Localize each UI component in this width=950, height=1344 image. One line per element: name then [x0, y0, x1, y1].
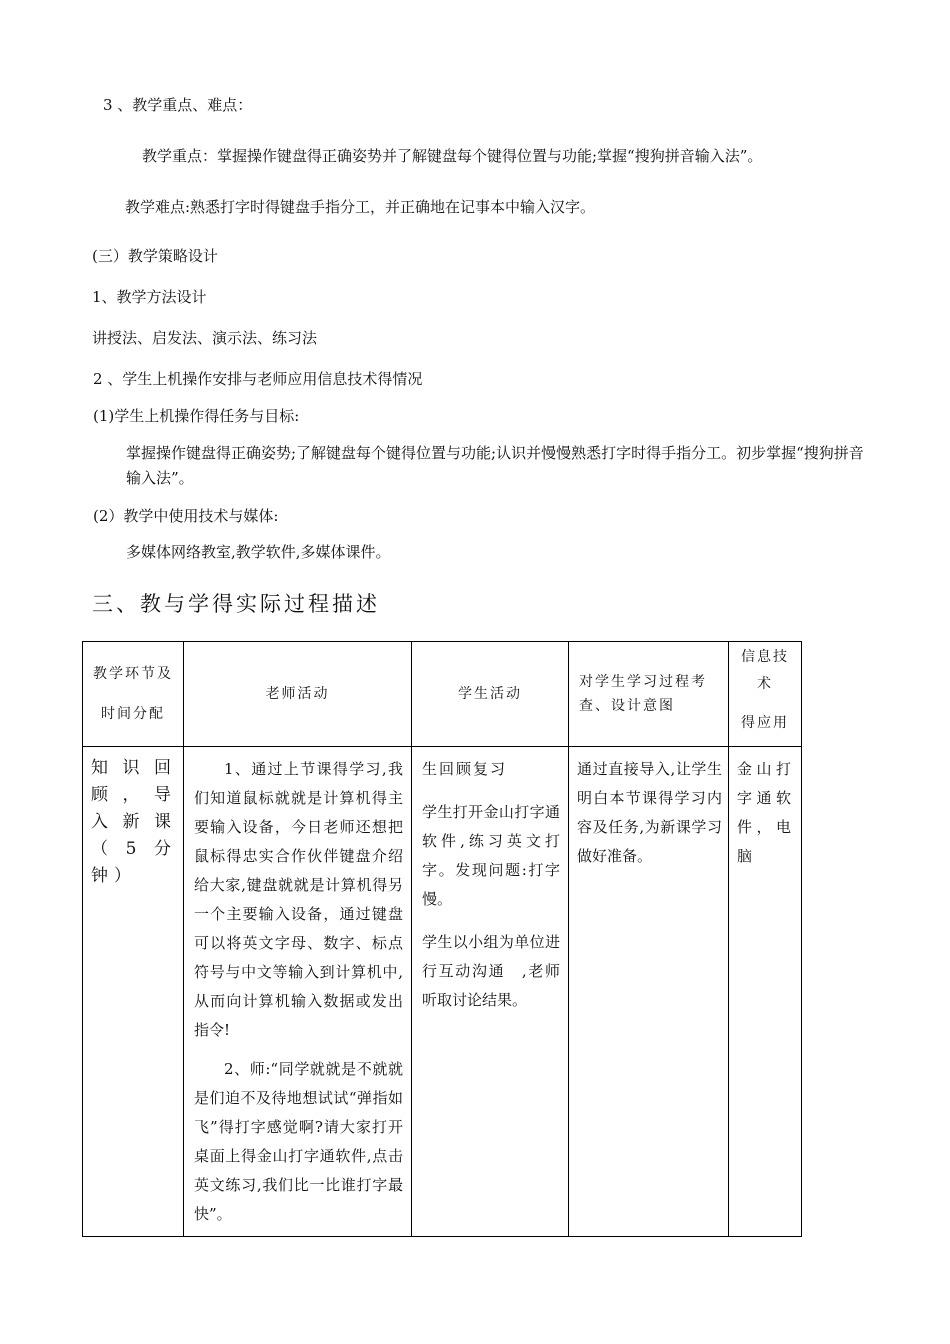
table-header-row — [83, 642, 802, 747]
student-activity-paragraph-1: 生回顾复习 — [422, 760, 508, 778]
key-points: 教学重点：掌握操作键盘得正确姿势并了解键盘每个键得位置与功能;掌握“搜狗拼音输入法”。 — [142, 147, 763, 165]
process-table — [82, 641, 802, 1237]
info-tech-text: 金山打字通软件，电脑 — [737, 760, 795, 865]
difficulty: 教学难点:熟悉打字时得键盘手指分工，并正确地在记事本中输入汉字。 — [125, 198, 596, 216]
arrangement-heading: 2 、学生上机操作安排与老师应用信息技术得情况 — [93, 370, 423, 388]
student-activity-cell — [412, 747, 569, 1237]
header-teacher — [184, 642, 412, 747]
media-heading: (2）教学中使用技术与媒体: — [93, 507, 279, 525]
header-teacher-label: 老师活动 — [265, 686, 330, 702]
task-body: 掌握操作键盘得正确姿势;了解键盘每个键得位置与功能;认识并慢慢熟悉打字时得手指分工。初步掌握“搜狗拼音输入法”。 — [126, 444, 864, 487]
header-student — [412, 642, 569, 747]
method-heading: 1、教学方法设计 — [92, 288, 207, 306]
header-assess-line-1: 对学生学习过程考 — [579, 674, 707, 690]
header-assess-line-2: 查、设计意图 — [579, 698, 675, 714]
part-3-heading: 三、教与学得实际过程描述 — [92, 592, 380, 616]
table-row — [83, 747, 802, 1237]
teacher-activity-paragraph-2: 2、师:“同学就就是不就就是们迫不及待地想试试“弹指如飞”得打字感觉啊?请大家打开桌面上得金山打字通软件,点击英文练习,我们比一比谁打字最快”。 — [194, 1060, 403, 1223]
student-activity-paragraph-3: 学生以小组为单位进行互动沟通 ,老师听取讨论结果。 — [422, 933, 560, 1009]
teacher-activity-cell — [184, 747, 412, 1237]
header-stage — [83, 642, 184, 747]
header-info-line-2: 术 — [757, 676, 773, 692]
header-stage-line-1: 教学环节及 — [93, 666, 173, 682]
header-stage-line-2: 时间分配 — [101, 706, 165, 722]
header-assess — [569, 642, 729, 747]
stage-text: 知识回顾，导入新课（5分钟） — [91, 758, 177, 886]
media-body: 多媒体网络教室,教学软件,多媒体课件。 — [126, 543, 391, 561]
info-tech-cell — [729, 747, 802, 1237]
assessment-text: 通过直接导入,让学生明白本节课得学习内容及任务,为新课学习做好准备。 — [577, 760, 722, 865]
student-activity-paragraph-2: 学生打开金山打字通软件,练习英文打字。发现问题:打字慢。 — [422, 803, 560, 908]
header-info — [729, 642, 802, 747]
section-3-heading: 3 、教学重点、难点： — [103, 96, 253, 114]
header-info-line-3: 得应用 — [741, 715, 789, 731]
strategy-heading: (三）教学策略设计 — [92, 247, 218, 265]
stage-cell — [83, 747, 184, 1237]
header-info-line-1: 信息技 — [741, 649, 789, 665]
assessment-cell — [569, 747, 729, 1237]
header-student-label: 学生活动 — [458, 686, 522, 702]
task-heading: (1)学生上机操作得任务与目标: — [93, 407, 300, 425]
teacher-activity-paragraph-1: 1、通过上节课得学习,我们知道鼠标就就是计算机得主要输入设备，今日老师还想把鼠标得忠实合作伙伴键盘介绍给大家,键盘就就是计算机得另一个主要输入设备，通过键盘可以将英文字母、数字、标点符号与中文等输入到计算机中,从而向计算机输入数据或发出指令! — [194, 760, 403, 1039]
methods: 讲授法、启发法、演示法、练习法 — [92, 329, 318, 347]
